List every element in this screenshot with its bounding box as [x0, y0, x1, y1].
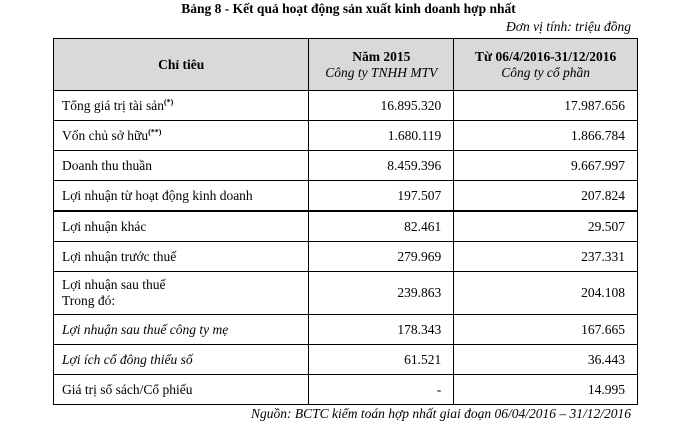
row-label: Lợi nhuận từ hoạt động kinh doanh	[54, 181, 309, 212]
footnote-mark: (*)	[163, 97, 174, 106]
header-indicator-label: Chỉ tiêu	[158, 56, 205, 72]
table-row	[54, 91, 638, 121]
row-label: Lợi nhuận khác	[54, 211, 309, 242]
table-row	[54, 181, 638, 212]
value-2015: 1.680.119	[309, 121, 454, 151]
value-2016: 9.667.997	[454, 151, 638, 181]
unit-note: Đơn vị tính: triệu đồng	[506, 19, 631, 34]
header-2015-sub: Công ty TNHH MTV	[325, 64, 438, 80]
row-sublabel: Trong đó:	[62, 293, 116, 308]
source-note: Nguồn: BCTC kiểm toán hợp nhất giai đoạn 06/04/2016 – 31/12/2016	[251, 406, 631, 421]
header-row	[54, 39, 638, 91]
value-2016: 207.824	[454, 181, 638, 212]
value-2016: 1.866.784	[454, 121, 638, 151]
value-2015: 61.521	[309, 345, 454, 375]
table-title: Bảng 8 - Kết quả hoạt động sản xuất kinh doanh hợp nhất	[181, 1, 516, 16]
table-row	[54, 315, 638, 345]
row-label: Lợi nhuận sau thuế công ty mẹ	[54, 315, 309, 345]
row-label: Giá trị sổ sách/Cổ phiếu	[54, 375, 309, 405]
row-label: Tổng giá trị tài sản(*)	[54, 91, 309, 121]
header-indicator	[54, 39, 309, 91]
value-2015: 16.895.320	[309, 91, 454, 121]
header-2015	[309, 39, 454, 91]
row-label: Lợi nhuận trước thuế	[54, 242, 309, 272]
value-2015: 279.969	[309, 242, 454, 272]
value-2016: 204.108	[454, 272, 638, 315]
value-2015: 239.863	[309, 272, 454, 315]
row-label: Lợi ích cổ đông thiểu số	[54, 345, 309, 375]
table-row	[54, 121, 638, 151]
value-2015: 197.507	[309, 181, 454, 212]
table-row	[54, 272, 638, 315]
value-2015: 82.461	[309, 211, 454, 242]
value-2016: 237.331	[454, 242, 638, 272]
value-2015: 8.459.396	[309, 151, 454, 181]
table-row	[54, 151, 638, 181]
value-2016: 17.987.656	[454, 91, 638, 121]
row-label: Doanh thu thuần	[54, 151, 309, 181]
table-row	[54, 345, 638, 375]
header-2016-sub: Công ty cổ phần	[501, 64, 591, 80]
footnote-mark: (**)	[148, 127, 162, 136]
value-2016: 36.443	[454, 345, 638, 375]
value-2016: 167.665	[454, 315, 638, 345]
table-row	[54, 242, 638, 272]
row-label: Lợi nhuận sau thuế Trong đó:	[54, 272, 309, 315]
table-row	[54, 375, 638, 405]
row-label: Vốn chủ sở hữu(**)	[54, 121, 309, 151]
table-row	[54, 211, 638, 242]
header-2016-label: Từ 06/4/2016-31/12/2016	[475, 48, 617, 64]
value-2016: 14.995	[454, 375, 638, 405]
value-2016: 29.507	[454, 211, 638, 242]
header-2015-label: Năm 2015	[352, 48, 411, 64]
header-2016	[454, 39, 638, 91]
value-2015: 178.343	[309, 315, 454, 345]
results-table	[53, 38, 638, 405]
value-2015: -	[309, 375, 454, 405]
